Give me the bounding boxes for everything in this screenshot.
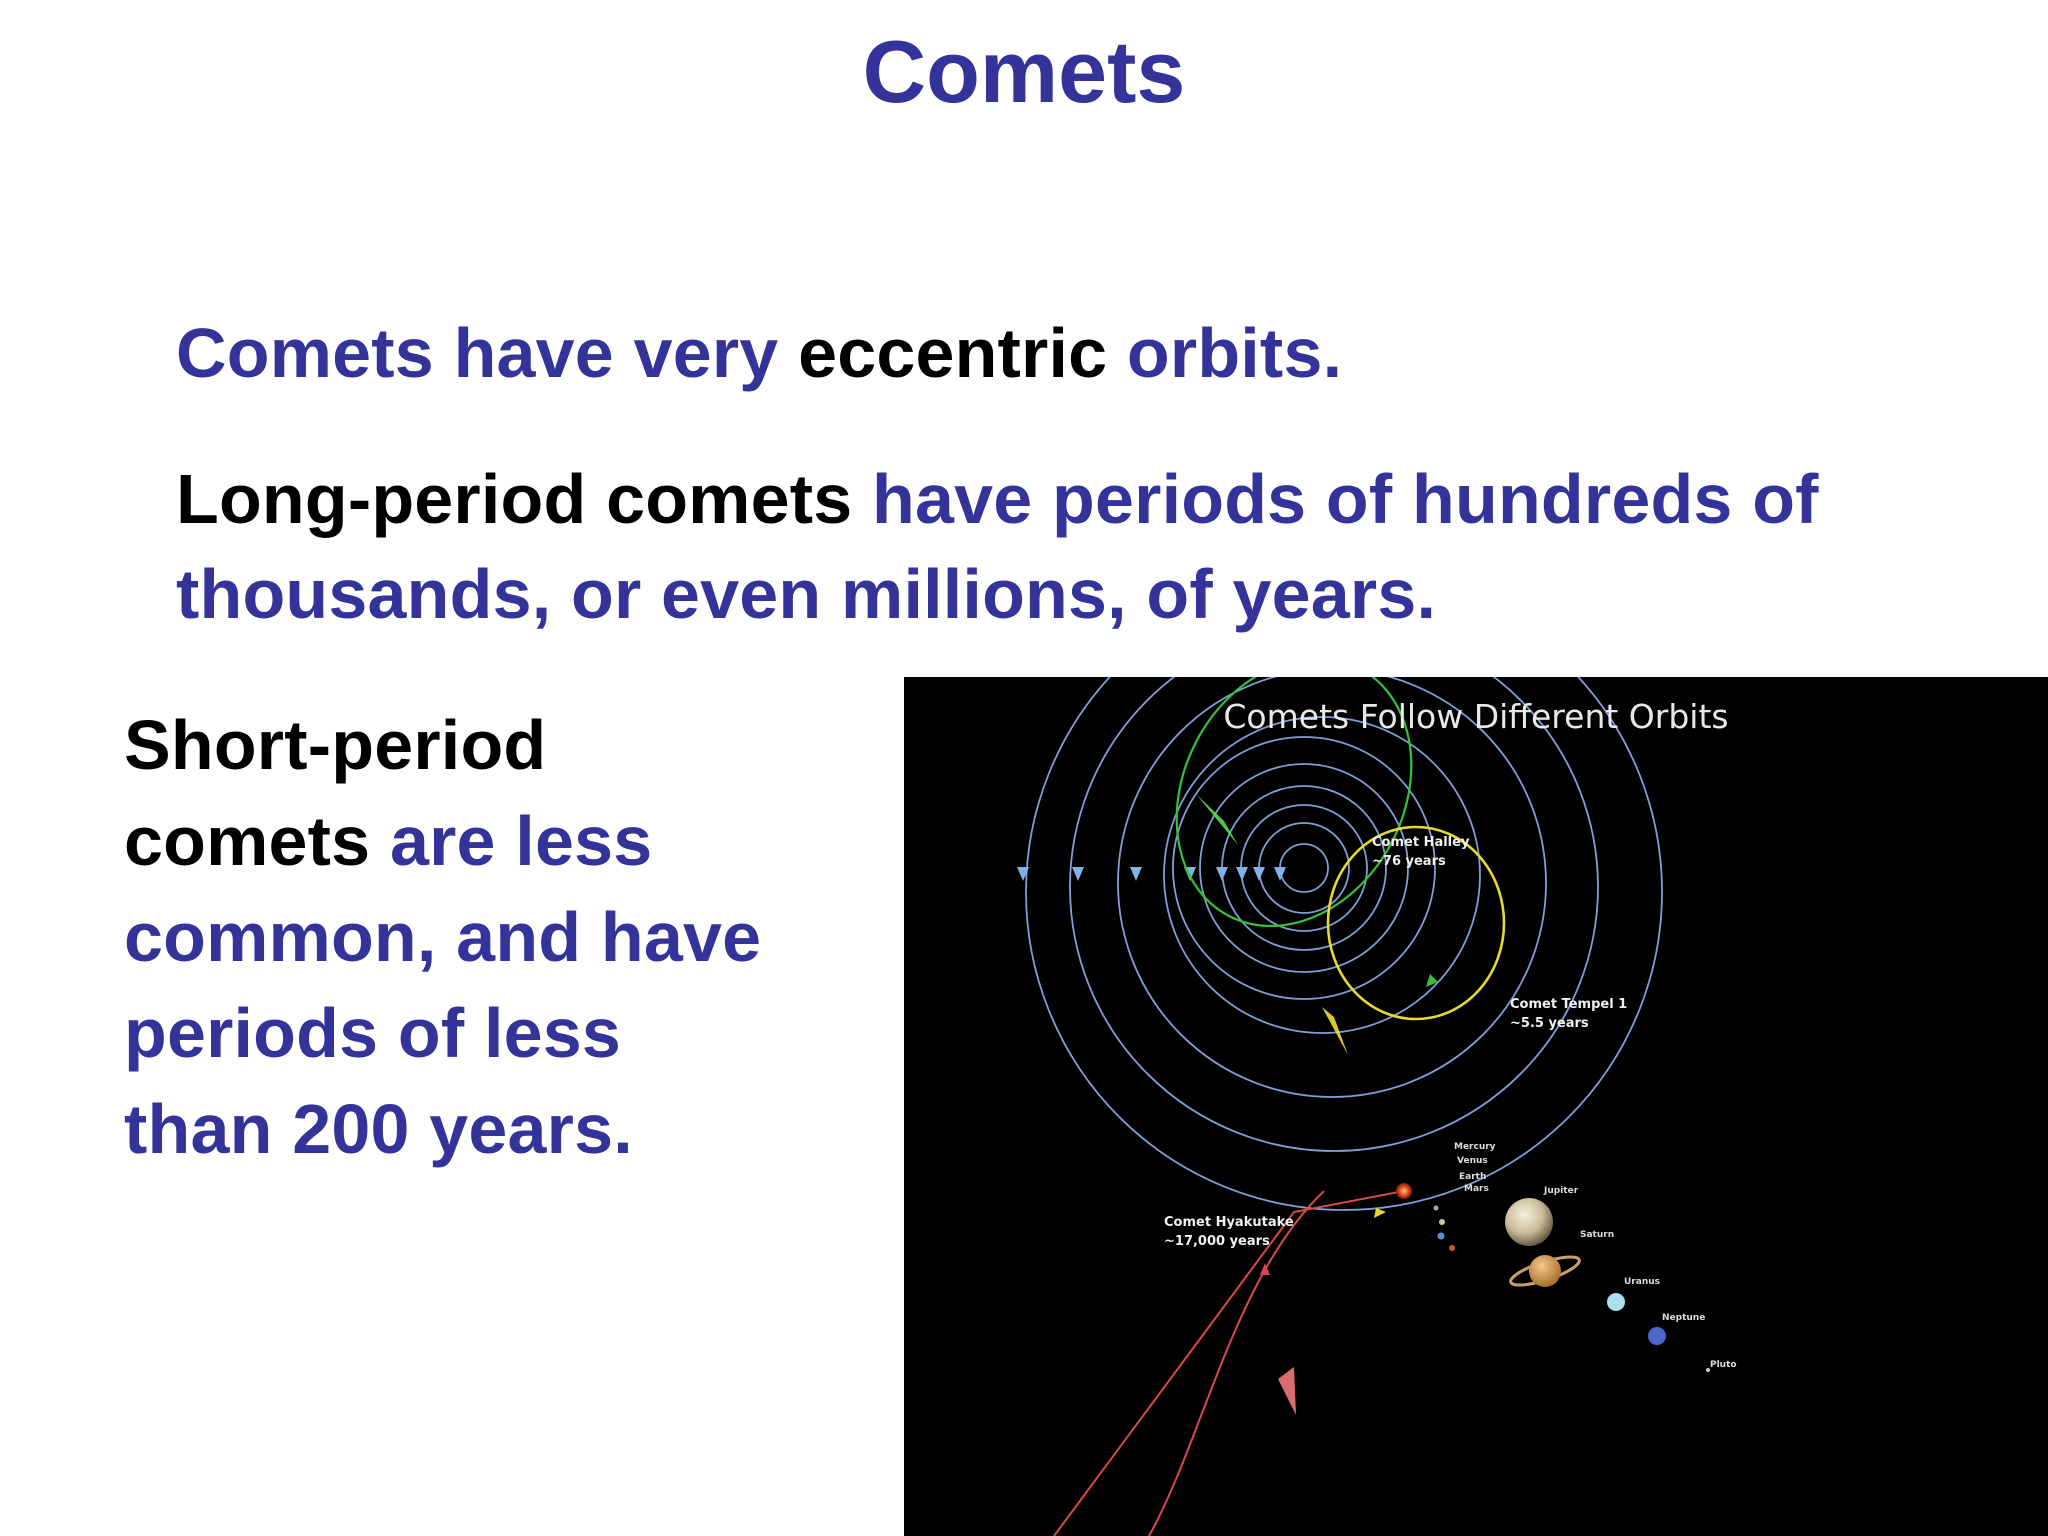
venus-label: Venus <box>1457 1156 1488 1166</box>
halley-name: Comet Halley <box>1372 835 1470 850</box>
hyakutake-name: Comet Hyakutake <box>1164 1215 1294 1230</box>
tempel-name: Comet Tempel 1 <box>1510 997 1628 1012</box>
outer-orbits <box>1026 677 1662 1210</box>
orbit-jupiter <box>1164 717 1480 1033</box>
tempel-period: ~5.5 years <box>1510 1016 1589 1031</box>
planet-uranus <box>1607 1293 1625 1311</box>
earth-label: Earth <box>1459 1172 1487 1182</box>
halley-tail <box>1196 794 1238 845</box>
hyakutake-tail <box>1278 1367 1296 1415</box>
hyakutake-period: ~17,000 years <box>1164 1234 1270 1249</box>
long-period-text: have periods of hundreds of thousands, or even millions, of years. <box>176 460 1819 633</box>
planet-neptune <box>1648 1327 1666 1345</box>
mercury-label: Mercury <box>1454 1142 1496 1152</box>
orbit-diagram <box>904 677 2048 1536</box>
sun <box>1396 1183 1412 1199</box>
orbit-venus <box>1259 823 1349 913</box>
planet-mars <box>1449 1245 1455 1251</box>
orbit-neptune <box>1026 677 1662 1210</box>
slide-title: Comets <box>862 22 1186 121</box>
p1-text-a: Comets have very <box>176 314 799 392</box>
eccentric-orbits-statement <box>176 305 1342 401</box>
orbit-direction-arrows <box>1017 867 1286 881</box>
hyakutake-label <box>1164 1213 1294 1251</box>
jupiter-label: Jupiter <box>1544 1186 1579 1196</box>
long-period-term: Long-period comets <box>176 460 853 538</box>
neptune-label: Neptune <box>1662 1313 1706 1323</box>
planet-venus <box>1439 1219 1445 1225</box>
saturn-label: Saturn <box>1580 1230 1615 1240</box>
short-period-text: are less common, and have periods of less than 200 years. <box>124 802 762 1168</box>
p1-text-b: orbits. <box>1107 314 1343 392</box>
tempel-arrow <box>1374 1208 1386 1218</box>
comet-orbits-figure <box>904 677 2048 1536</box>
long-period-statement <box>176 452 1976 642</box>
planet-mercury <box>1434 1206 1439 1211</box>
short-period-term: Short-period comets <box>124 706 547 880</box>
eccentric-term: eccentric <box>798 314 1108 392</box>
mars-label: Mars <box>1464 1184 1489 1194</box>
figure-title: Comets Follow Different Orbits <box>1223 697 1729 736</box>
uranus-label: Uranus <box>1624 1277 1660 1287</box>
pluto-label: Pluto <box>1710 1360 1737 1370</box>
halley-label <box>1372 833 1469 871</box>
halley-period: ~76 years <box>1372 854 1446 869</box>
planet-saturn <box>1508 1251 1582 1290</box>
orbit-mercury <box>1280 844 1328 892</box>
planet-earth <box>1438 1233 1445 1240</box>
orbit-uranus <box>1070 677 1598 1151</box>
planet-jupiter <box>1505 1198 1553 1246</box>
short-period-statement <box>124 697 764 1177</box>
tempel-label <box>1510 995 1627 1033</box>
